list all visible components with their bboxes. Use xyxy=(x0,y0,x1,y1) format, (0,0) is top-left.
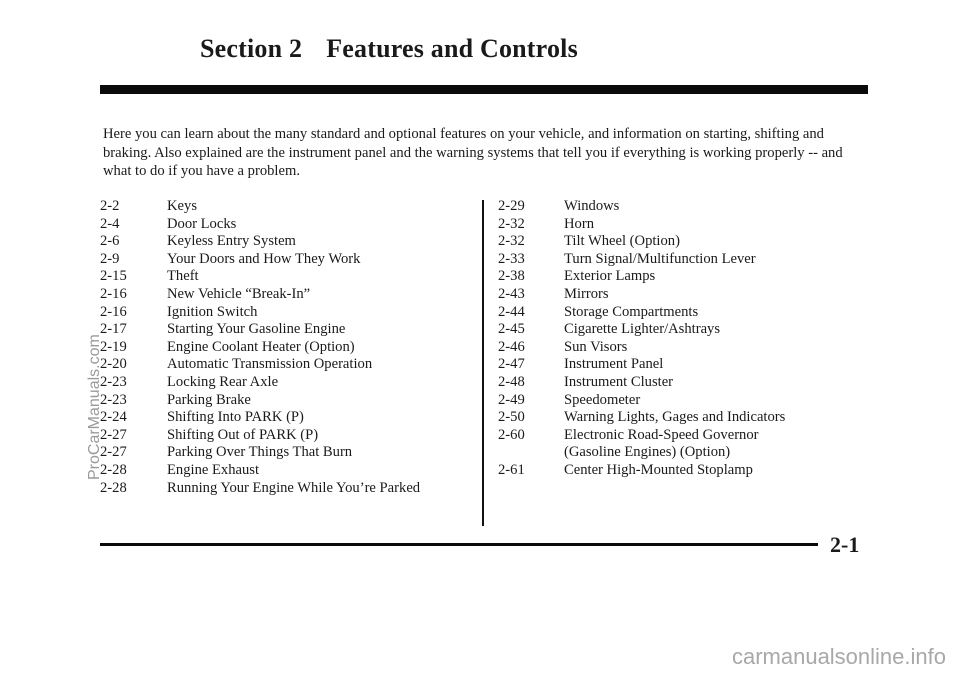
toc-page-number: 2-27 xyxy=(100,444,127,461)
toc-entry-title: Tilt Wheel (Option) xyxy=(564,233,680,250)
toc-entry xyxy=(100,444,470,462)
toc-page-number: 2-29 xyxy=(498,198,525,214)
toc-page-number xyxy=(498,444,564,462)
toc-entry-title: Center High-Mounted Stoplamp xyxy=(564,461,753,478)
toc-entry-title: Electronic Road-Speed Governor xyxy=(564,426,759,443)
toc-entry xyxy=(498,268,858,286)
toc-page-number: 2-27 xyxy=(100,426,127,443)
toc-entry xyxy=(498,374,858,392)
toc-entry-title: Horn xyxy=(564,215,594,232)
toc-entry xyxy=(498,216,858,234)
toc-page-number: 2-60 xyxy=(498,426,525,443)
toc-entry-title: Your Doors and How They Work xyxy=(167,250,361,267)
toc-entry xyxy=(100,392,470,410)
toc-page-number: 2-20 xyxy=(100,356,127,373)
toc-entry-title: Speedometer xyxy=(564,391,641,408)
toc-entry-title: Engine Exhaust xyxy=(167,461,260,478)
toc-page-number: 2-38 xyxy=(498,268,525,285)
toc-entry-title: Theft xyxy=(167,268,199,285)
section-heading xyxy=(200,34,578,64)
toc-entry xyxy=(100,268,470,286)
toc-entry-title: Cigarette Lighter/Ashtrays xyxy=(564,321,721,338)
toc-entry-title: Sun Visors xyxy=(564,338,628,355)
top-rule xyxy=(100,85,868,94)
toc-entry-title: Instrument Cluster xyxy=(564,373,674,390)
toc-entry xyxy=(498,462,858,480)
toc-entry-title: New Vehicle “Break-In” xyxy=(167,285,311,302)
toc-entry xyxy=(100,198,470,216)
toc-entry-title: Storage Compartments xyxy=(564,303,699,320)
section-label: Section 2 xyxy=(200,34,303,63)
toc-entry xyxy=(100,304,470,322)
toc-left-column xyxy=(100,198,470,497)
toc-page-number: 2-9 xyxy=(100,250,120,267)
toc-page-number: 2-6 xyxy=(100,233,120,250)
toc-entry xyxy=(100,480,470,498)
toc-entry-title: (Gasoline Engines) (Option) xyxy=(564,444,731,461)
toc-page-number: 2-33 xyxy=(498,250,525,267)
toc-entry-title: Keys xyxy=(167,198,197,214)
toc-entry-title: Door Locks xyxy=(167,215,237,232)
toc-page-number: 2-61 xyxy=(498,461,525,478)
toc-entry-title: Turn Signal/Multifunction Lever xyxy=(564,250,756,267)
toc-entry xyxy=(498,321,858,339)
bottom-rule xyxy=(100,543,818,546)
toc-entry-title: Windows xyxy=(564,198,620,214)
toc-entry xyxy=(498,409,858,427)
toc-page-number: 2-45 xyxy=(498,321,525,338)
toc-page-number: 2-17 xyxy=(100,321,127,338)
page-number: 2-1 xyxy=(830,532,860,557)
toc-entry xyxy=(498,304,858,322)
toc-entry-title: Keyless Entry System xyxy=(167,233,296,250)
toc-page-number: 2-32 xyxy=(498,215,525,232)
toc-page-number: 2-19 xyxy=(100,338,127,355)
toc-entry-title: Instrument Panel xyxy=(564,356,664,373)
toc-entry xyxy=(498,339,858,357)
toc-entry xyxy=(100,356,470,374)
toc-entry-title: Mirrors xyxy=(564,285,609,302)
toc-page-number: 2-47 xyxy=(498,356,525,373)
toc-entry xyxy=(498,427,858,445)
side-watermark: ProCarManuals.com xyxy=(86,334,103,480)
toc-page-number: 2-46 xyxy=(498,338,525,355)
toc-entry xyxy=(498,444,858,462)
toc-entry-title: Starting Your Gasoline Engine xyxy=(167,321,346,338)
toc-entry-title: Shifting Into PARK (P) xyxy=(167,409,304,426)
toc-page-number: 2-24 xyxy=(100,409,127,426)
toc-entry-title: Warning Lights, Gages and Indicators xyxy=(564,409,786,426)
toc-page-number: 2-32 xyxy=(498,233,525,250)
toc-entry xyxy=(100,409,470,427)
toc-page-number: 2-23 xyxy=(100,373,127,390)
toc-entry xyxy=(100,286,470,304)
toc-page-number: 2-28 xyxy=(100,479,127,496)
section-title: Features and Controls xyxy=(326,34,578,63)
toc-entry xyxy=(498,356,858,374)
toc-entry xyxy=(100,216,470,234)
toc-entry xyxy=(498,286,858,304)
toc-entry-title: Exterior Lamps xyxy=(564,268,656,285)
toc-page-number: 2-15 xyxy=(100,268,127,285)
toc-entry xyxy=(100,462,470,480)
toc-entry-title: Shifting Out of PARK (P) xyxy=(167,426,319,443)
toc-entry-title: Ignition Switch xyxy=(167,303,258,320)
toc-entry xyxy=(100,321,470,339)
toc-right-column xyxy=(498,198,858,480)
toc-entry xyxy=(498,233,858,251)
toc-page-number: 2-2 xyxy=(100,198,120,214)
toc-page-number: 2-4 xyxy=(100,215,120,232)
toc-entry xyxy=(100,339,470,357)
toc-entry xyxy=(498,198,858,216)
toc-entry-title: Parking Brake xyxy=(167,391,251,408)
toc-page-number: 2-50 xyxy=(498,409,525,426)
toc-entry-title: Running Your Engine While You’re Parked xyxy=(167,479,421,496)
toc-entry-title: Parking Over Things That Burn xyxy=(167,444,353,461)
toc-entry xyxy=(100,427,470,445)
toc-entry xyxy=(100,374,470,392)
column-divider xyxy=(482,200,484,526)
toc-page-number: 2-49 xyxy=(498,391,525,408)
toc-entry-title: Automatic Transmission Operation xyxy=(167,356,373,373)
toc-page-number: 2-48 xyxy=(498,373,525,390)
toc-entry xyxy=(498,251,858,269)
toc-entry xyxy=(498,392,858,410)
toc-entry-title: Locking Rear Axle xyxy=(167,373,279,390)
toc-page-number: 2-44 xyxy=(498,303,525,320)
intro-paragraph: Here you can learn about the many standard and optional features on your vehicle, and information on starting, shifting and braking. Also explained are the instrument panel and the warning systems that tell you if everything is working properly -- and what to do if you have a problem. xyxy=(103,126,843,179)
toc-page-number: 2-43 xyxy=(498,285,525,302)
toc-entry xyxy=(100,251,470,269)
toc-page-number: 2-16 xyxy=(100,303,127,320)
toc-page-number: 2-16 xyxy=(100,285,127,302)
toc-page-number: 2-28 xyxy=(100,461,127,478)
toc-page-number: 2-23 xyxy=(100,391,127,408)
toc-entry xyxy=(100,233,470,251)
bottom-watermark: carmanualsonline.info xyxy=(731,644,946,669)
toc-entry-title: Engine Coolant Heater (Option) xyxy=(167,338,355,355)
